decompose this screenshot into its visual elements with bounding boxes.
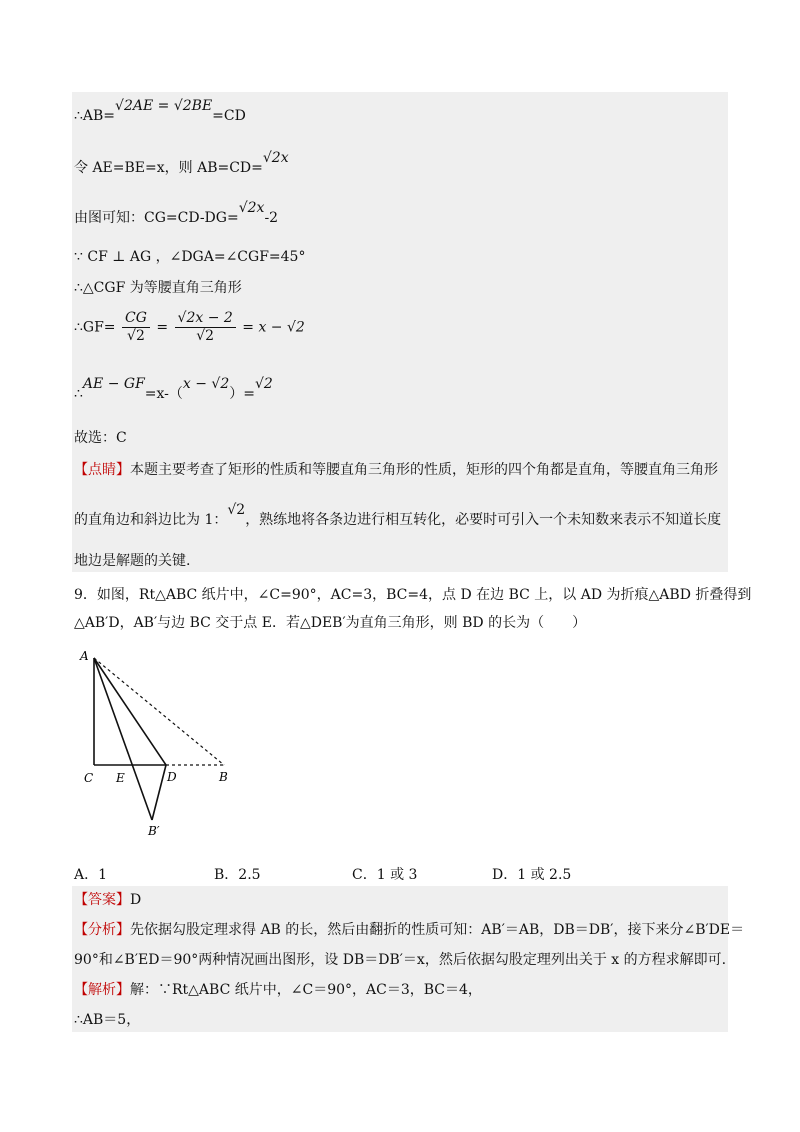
- solution-line-8: 故选：C: [74, 430, 127, 446]
- analysis-tag: 【分析】: [74, 922, 130, 938]
- solution-line-1: ∴AB=√2AE = √2BE=CD: [74, 98, 246, 124]
- solution-line-2: 令 AE=BE=x，则 AB=CD=√2x: [74, 150, 289, 176]
- fraction-cg-over-root2: $\frac{CG}{√2}$: [122, 310, 150, 345]
- analysis-line-2: 90°和∠B′ED＝90°两种情况画出图形，设 DB＝DB′＝x，然后依据勾股定理列出关于 x 的方程求解即可.: [74, 952, 727, 968]
- label-c: C: [84, 771, 94, 785]
- solve-line-1: 【解析】解：∵Rt△ABC 纸片中，∠C＝90°，AC＝3，BC＝4，: [74, 982, 482, 998]
- geometry-figure: [74, 645, 274, 845]
- fraction-expr: $\frac{√2x - 2}{√2}$: [175, 310, 236, 345]
- solution-line-6: ∴GF= $\frac{CG}{√2}$ = $\frac{√2x - 2}{√2}$ = x − √2: [74, 310, 305, 344]
- question-line-1: 9．如图，Rt△ABC 纸片中，∠C=90°，AC=3，BC=4，点 D 在边 BC 上，以 AD 为折痕△ABD 折叠得到: [74, 587, 752, 603]
- solve-tag: 【解析】: [74, 982, 130, 998]
- option-b: B．2.5: [214, 867, 261, 883]
- question-line-2: △AB′D，AB′与边 BC 交于点 E．若△DEB′为直角三角形，则 BD 的长为（ ）: [74, 615, 587, 631]
- solution-line-7: ∴AE − GF=x-（x − √2）=√2: [74, 376, 273, 402]
- solution-line-3: 由图可知：CG=CD-DG=√2x-2: [74, 200, 279, 226]
- analysis-line-1: 【分析】先依据勾股定理求得 AB 的长，然后由翻折的性质可知：AB′＝AB，DB＝DB′，接下来分∠B′DE＝: [74, 922, 745, 938]
- solve-line-2: ∴AB＝5，: [74, 1012, 141, 1028]
- segment-db-prime: [152, 765, 166, 820]
- label-b-prime: B′: [148, 824, 160, 838]
- option-d: D．1 或 2.5: [492, 867, 572, 883]
- comment-line-2: 的直角边和斜边比为 1：√2，熟练地将各条边进行相互转化，必要时可引入一个未知数来表示不知道长度: [74, 502, 722, 528]
- comment-line-1: 【点睛】本题主要考查了矩形的性质和等腰直角三角形的性质，矩形的四个角都是直角，等腰直角三角形: [74, 462, 718, 478]
- solution-line-4: ∵ CF ⊥ AG ，∠DGA=∠CGF=45°: [74, 249, 306, 265]
- answer-line: 【答案】D: [74, 892, 142, 908]
- answer-tag: 【答案】: [74, 892, 130, 908]
- comment-line-3: 地边是解题的关键.: [74, 553, 191, 569]
- option-a: A．1: [74, 867, 108, 883]
- label-e: E: [116, 771, 125, 785]
- label-a: A: [80, 649, 89, 663]
- segment-ad: [94, 658, 166, 765]
- option-c: C．1 或 3: [352, 867, 418, 883]
- label-b: B: [219, 770, 228, 784]
- comment-tag: 【点睛】: [74, 462, 130, 478]
- solution-line-5: ∴△CGF 为等腰直角三角形: [74, 280, 242, 296]
- label-d: D: [167, 770, 177, 784]
